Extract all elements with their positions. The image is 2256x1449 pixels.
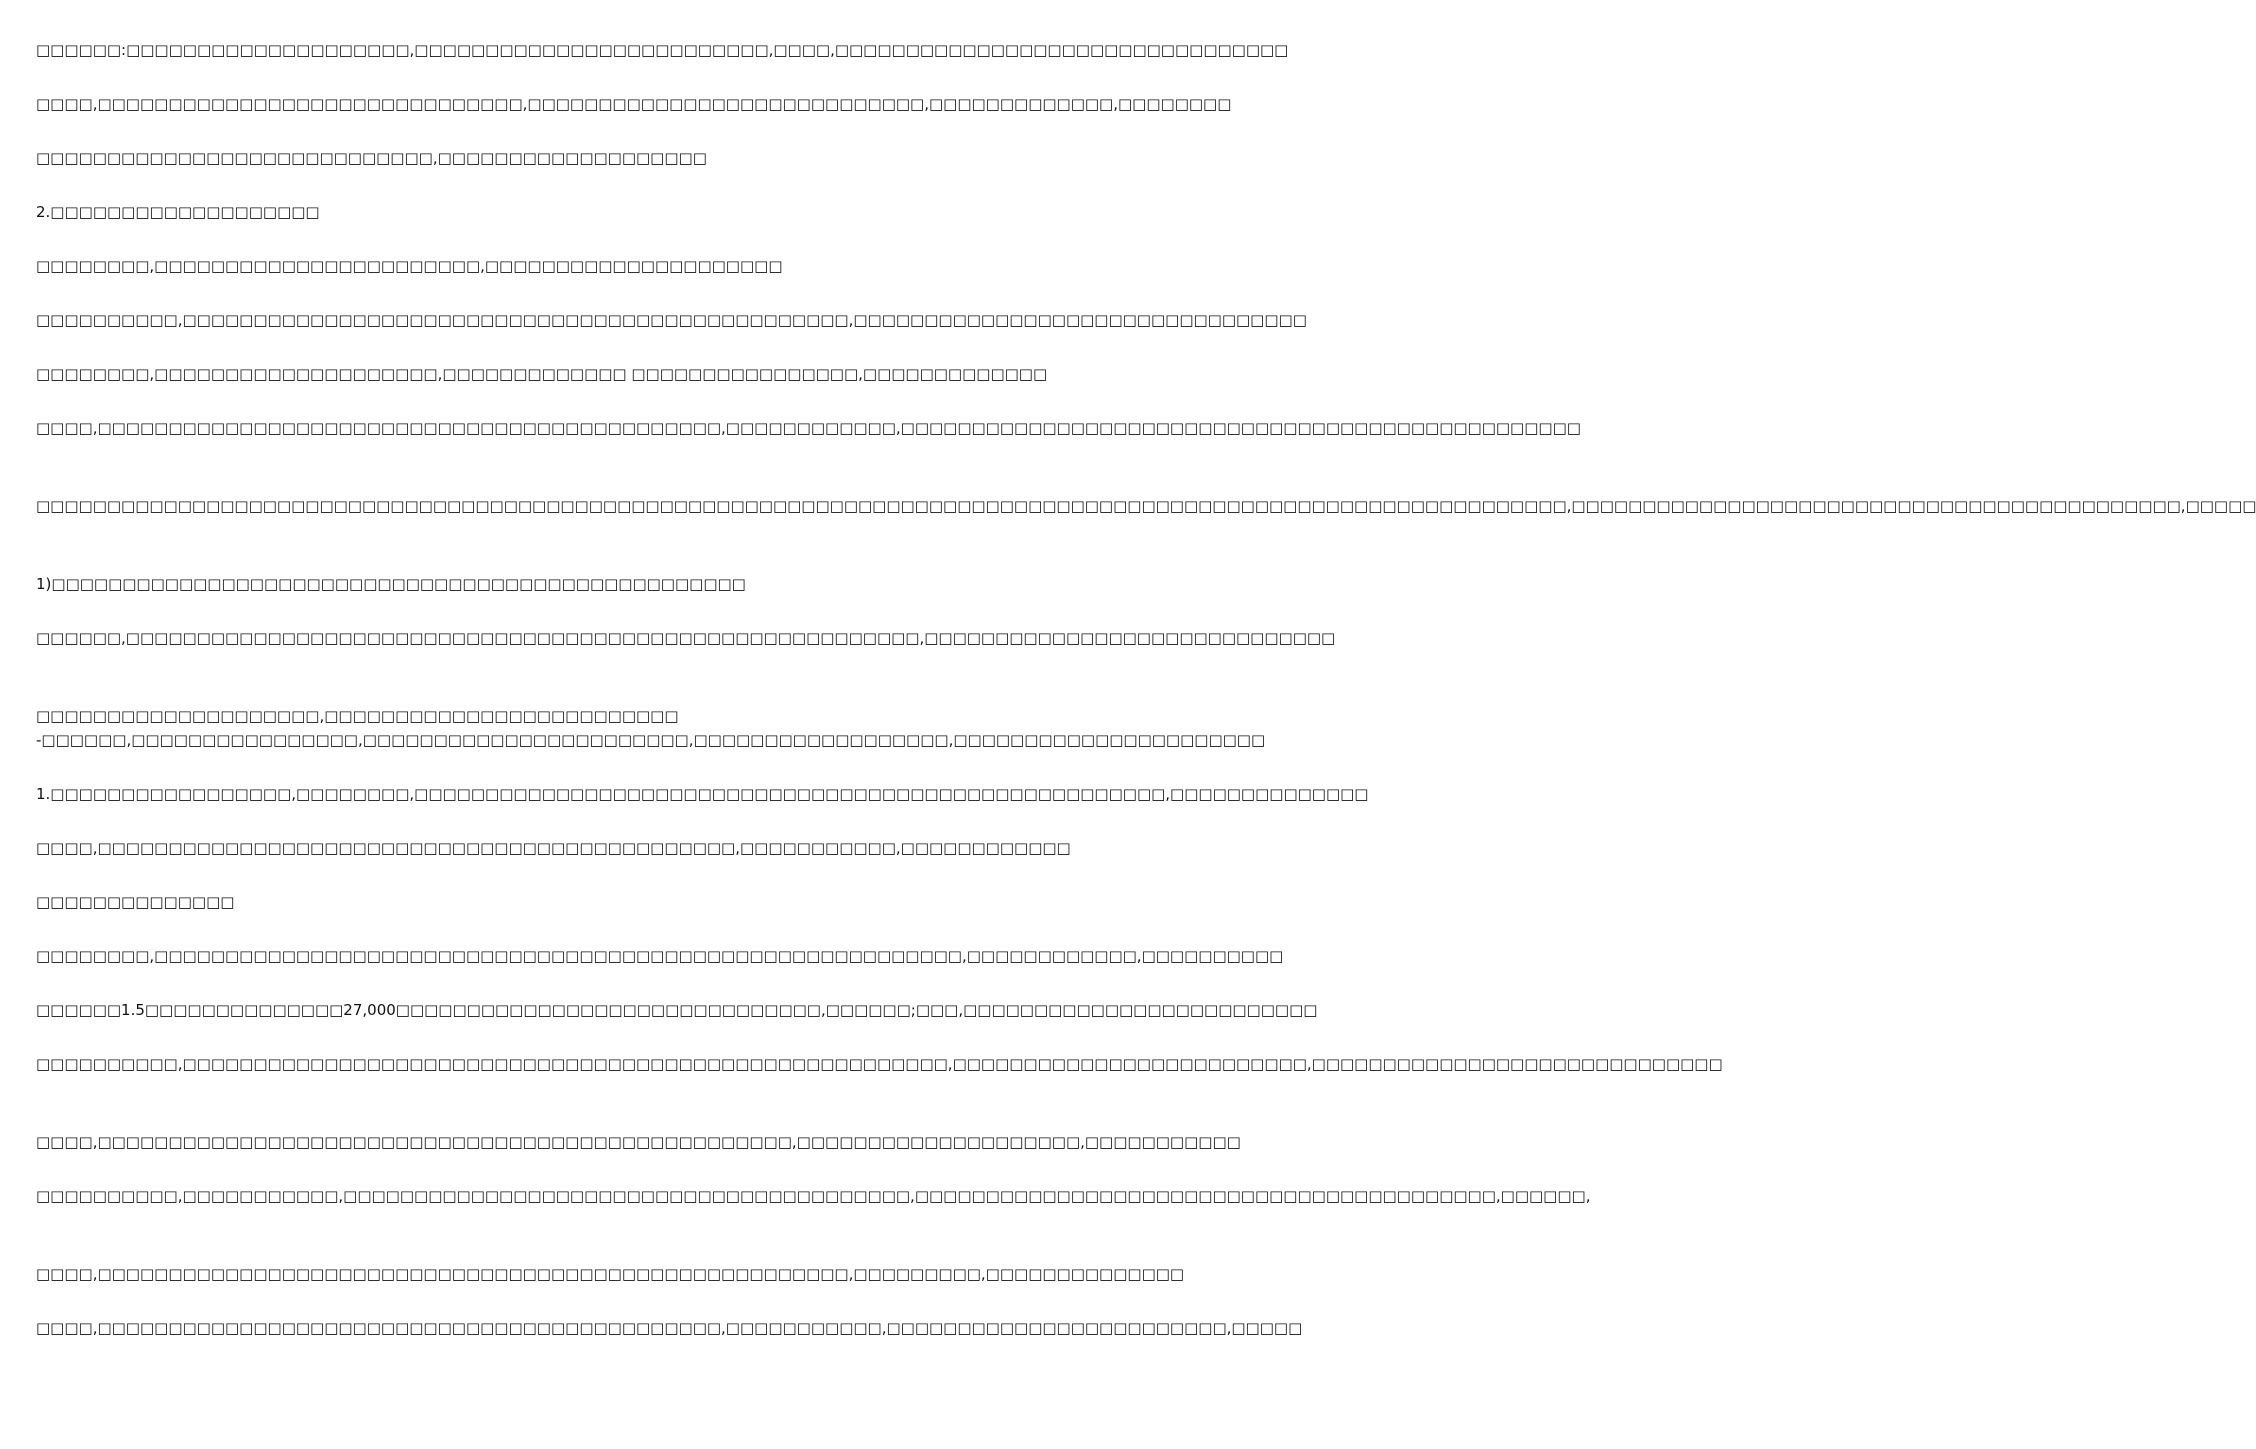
paragraph-19: □□□□,□□□□□□□□□□□□□□□□□□□□□□□□□□□□□□□□□□□□□□□□□□□□□□□□□,□□□□□□□□□□□□□□□□□□□□,□□□□□□□□□□□ (36, 1133, 1241, 1151)
paragraph-18: □□□□□□□□□□,□□□□□□□□□□□□□□□□□□□□□□□□□□□□□□□□□□□□□□□□□□□□□□□□□□□□□□,□□□□□□□□□□□□□□□□□□□□□□□□□,□□□□□□□□□□□□□□□□□□□□□□□□□□□□□ (36, 1055, 1723, 1073)
paragraph-20: □□□□□□□□□□,□□□□□□□□□□□,□□□□□□□□□□□□□□□□□□□□□□□□□□□□□□□□□□□□□□□□,□□□□□□□□□□□□□□□□□□□□□□□□□□□□□□□□□□□□□□□□□,□□□□□□, (36, 1187, 1591, 1205)
paragraph-9: □□□□□□□□□□□□□□□□□□□□□□□□□□□□□□□□□□□□□□□□□□□□□□□□□□□□□□□□□□□□□□□□□□□□□□□□□□□□□□□□□□□□□□□□□□□□□□□□□□□□□□□□□□□□,□□□□□□□□□□□□□□□□□□□□□□□□□□□□□□□□□□□□□□□□□□□,□□□□□ (36, 497, 2256, 515)
paragraph-1: □□□□□□:□□□□□□□□□□□□□□□□□□□□,□□□□□□□□□□□□□□□□□□□□□□□□□,□□□□,□□□□□□□□□□□□□□□□□□□□□□□□□□□□□□□□ (36, 41, 1289, 59)
subheading: □□□□□□□□□□□□□□ (36, 893, 235, 911)
paragraph-7: □□□□□□□□,□□□□□□□□□□□□□□□□□□□□,□□□□□□□□□□□□□ □□□□□□□□□□□□□□□□,□□□□□□□□□□□□□ (36, 365, 1048, 383)
paragraph-8: □□□□,□□□□□□□□□□□□□□□□□□□□□□□□□□□□□□□□□□□□□□□□□□□□,□□□□□□□□□□□□,□□□□□□□□□□□□□□□□□□□□□□□□□□□□□□□□□□□□□□□□□□□□□□□□ (36, 419, 1581, 437)
paragraph-14: □□□□,□□□□□□□□□□□□□□□□□□□□□□□□□□□□□□□□□□□□□□□□□□□□□,□□□□□□□□□□□,□□□□□□□□□□□□ (36, 839, 1071, 857)
paragraph-22: □□□□,□□□□□□□□□□□□□□□□□□□□□□□□□□□□□□□□□□□□□□□□□□□□,□□□□□□□□□□□,□□□□□□□□□□□□□□□□□□□□□□□□,□□□□□ (36, 1319, 1303, 1337)
paragraph-3: □□□□□□□□□□□□□□□□□□□□□□□□□□□□,□□□□□□□□□□□□□□□□□□□ (36, 149, 707, 167)
paragraph-5: □□□□□□□□,□□□□□□□□□□□□□□□□□□□□□□□,□□□□□□□□□□□□□□□□□□□□□ (36, 257, 783, 275)
paragraph-21: □□□□,□□□□□□□□□□□□□□□□□□□□□□□□□□□□□□□□□□□□□□□□□□□□□□□□□□□□□,□□□□□□□□□,□□□□□□□□□□□□□□ (36, 1265, 1185, 1283)
paragraph-17: □□□□□□1.5□□□□□□□□□□□□□□27,000□□□□□□□□□□□□□□□□□□□□□□□□□□□□□□,□□□□□□;□□□,□□□□□□□□□□□□□□□□□□□□□□□□□ (36, 1001, 1318, 1019)
paragraph-12: □□□□□□□□□□□□□□□□□□□□,□□□□□□□□□□□□□□□□□□□□□□□□□ -□□□□□□,□□□□□□□□□□□□□□□□,□□□□□□□□□□□□□□□□□□□□□□□,□□□□□□□□□□□□□□□□□□,□□□□□□□□□□□□□□□□□□□□□□ (36, 707, 1266, 749)
paragraph-11: □□□□□□,□□□□□□□□□□□□□□□□□□□□□□□□□□□□□□□□□□□□□□□□□□□□□□□□□□□□□□□□,□□□□□□□□□□□□□□□□□□□□□□□□□□□□□ (36, 629, 1336, 647)
section-heading-2: 2.□□□□□□□□□□□□□□□□□□□ (36, 203, 320, 221)
numbered-item-1: 1.□□□□□□□□□□□□□□□□□,□□□□□□□□,□□□□□□□□□□□□□□□□□□□□□□□□□□□□□□□□□□□□□□□□□□□□□□□□□□□□□,□□□□□□□□□□□□□□ (36, 785, 1369, 803)
document-page (36, 38, 2256, 1340)
paragraph-16: □□□□□□□□,□□□□□□□□□□□□□□□□□□□□□□□□□□□□□□□□□□□□□□□□□□□□□□□□□□□□□□□□□,□□□□□□□□□□□□,□□□□□□□□□□ (36, 947, 1284, 965)
paragraph-2: □□□□,□□□□□□□□□□□□□□□□□□□□□□□□□□□□□□,□□□□□□□□□□□□□□□□□□□□□□□□□□□□,□□□□□□□□□□□□□,□□□□□□□□ (36, 95, 1232, 113)
paragraph-6: □□□□□□□□□□,□□□□□□□□□□□□□□□□□□□□□□□□□□□□□□□□□□□□□□□□□□□□□□□,□□□□□□□□□□□□□□□□□□□□□□□□□□□□□□□□ (36, 311, 1307, 329)
list-item-1: 1)□□□□□□□□□□□□□□□□□□□□□□□□□□□□□□□□□□□□□□□□□□□□□□□□□ (36, 575, 746, 593)
